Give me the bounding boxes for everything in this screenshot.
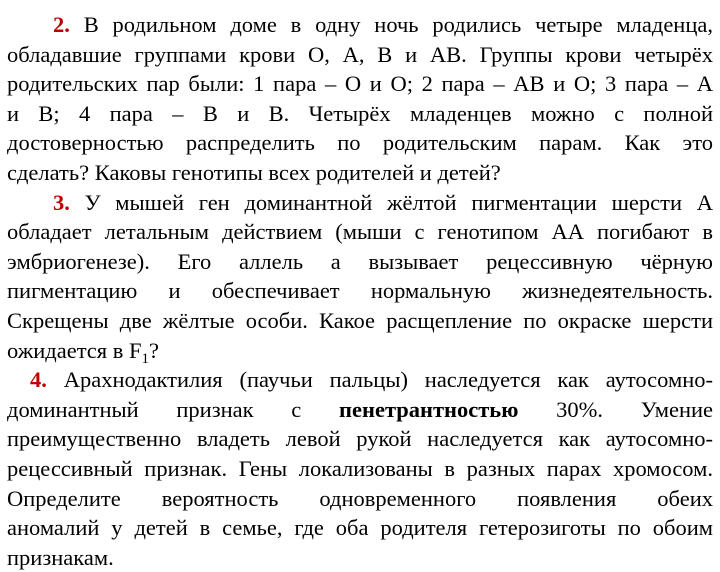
problem-3-line-6 <box>7 336 713 366</box>
problem-4-line-6: аномалий у детей в семье, где оба родителя гетерозиготы по обоим <box>7 515 713 541</box>
problem-3-text-1: У мышей ген доминантной жёлтой пигментации шерсти А <box>84 189 713 215</box>
problem-4-line-7: признакам. <box>7 544 114 570</box>
problem-3-line-4: пигментацию и обеспечивает нормальную жизнедеятельность. <box>7 278 713 304</box>
problem-4-line-4: рецессивный признак. Гены локализованы в разных парах хромосом. <box>7 455 713 481</box>
problem-3-line-1 <box>7 188 713 218</box>
problem-4-line-1 <box>7 365 713 395</box>
problem-3-line-5: Скрещены две жёлтые особи. Какое расщепление по окраске шерсти <box>7 307 713 333</box>
problem-4-number: 4. <box>30 367 47 393</box>
problem-2-line-3: родительских пар были: 1 пара – О и О; 2 пара – АВ и О; 3 пара – А <box>7 71 713 97</box>
problem-2-text-1: В родильном доме в одну ночь родились четыре младенца, <box>83 12 713 37</box>
document-page <box>7 10 713 572</box>
problem-3 <box>7 188 713 366</box>
penetrance-term: пенетрантностью <box>339 396 519 422</box>
problem-3-last-text: ожидается в F <box>7 337 142 363</box>
problem-2-number: 2. <box>53 12 70 37</box>
problem-4 <box>7 365 713 572</box>
f1-subscript: 1 <box>141 350 150 367</box>
problem-3-number: 3. <box>53 189 70 215</box>
problem-2-line-6: сделать? Каковы генотипы всех родителей и детей? <box>7 159 501 185</box>
problem-4-line-3: преимущественно владеть левой рукой наследуется как аутосомно- <box>7 426 713 452</box>
problem-4-line-2-before: доминантный признак с <box>7 396 302 422</box>
problem-2 <box>7 10 713 188</box>
problem-4-text-1: Арахнодактилия (паучьи пальцы) наследуется как аутосомно- <box>63 367 714 393</box>
problem-4-line-5: Определите вероятность одновременного появления обеих <box>7 485 713 511</box>
problem-4-line-2 <box>7 395 713 425</box>
problem-3-last-end: ? <box>149 337 160 363</box>
problem-2-line-2: обладавшие группами крови О, А, В и АВ. Группы крови четырёх <box>7 41 713 67</box>
problem-2-line-1 <box>7 10 713 40</box>
problem-3-line-2: обладает летальным действием (мыши с генотипом АА погибают в <box>7 219 713 245</box>
problem-3-line-3: эмбриогенезе). Его аллель а вызывает рецессивную чёрную <box>7 248 713 274</box>
problem-2-line-5: достоверностью распределить по родительским парам. Как это <box>7 130 713 156</box>
problem-4-line-2-after: 30%. Умение <box>556 396 714 422</box>
problem-2-line-4: и В; 4 пара – В и В. Четырёх младенцев можно с полной <box>7 100 713 126</box>
